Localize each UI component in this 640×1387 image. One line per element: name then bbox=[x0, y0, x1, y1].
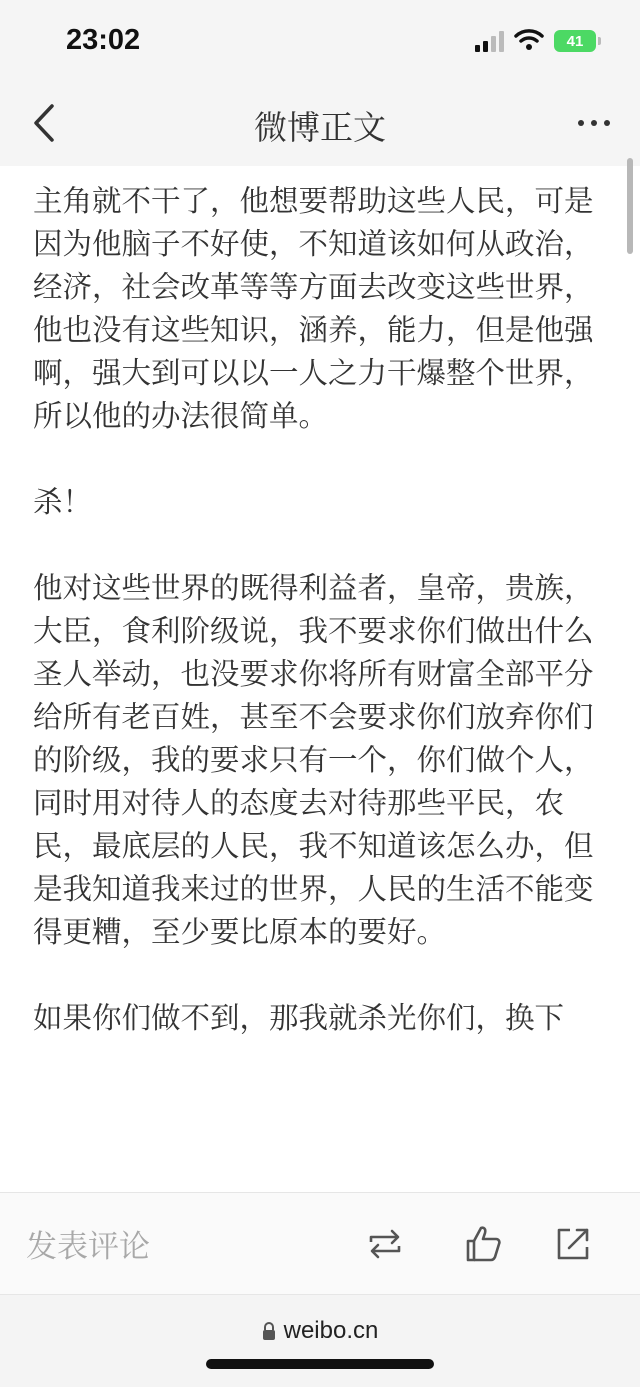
article-body bbox=[33, 180, 613, 1083]
wifi-icon bbox=[514, 28, 544, 54]
more-dots-icon bbox=[576, 118, 612, 128]
article-paragraph: 他对这些世界的既得利益者，皇帝，贵族，大臣，食利阶级说，我不要求你们做出什么圣人举动，也没要求你将所有财富全部平分给所有老百姓，甚至不会要求你们放弃你们的阶级，我的要求只有一个，你们做个人，同时用对待人的态度去对待那些平民，农民，最底层的人民，我不知道该怎么办，但是我知道我来过的世界，人民的生活不能变得更糟，至少要比原本的要好。 bbox=[33, 571, 594, 949]
more-button[interactable] bbox=[570, 98, 618, 148]
like-icon bbox=[463, 1224, 503, 1264]
page-title: 微博正文 bbox=[254, 108, 386, 147]
article-paragraph: 杀！ bbox=[33, 485, 93, 519]
comment-input[interactable]: 发表评论 bbox=[26, 1229, 150, 1265]
scrollbar[interactable] bbox=[627, 158, 633, 254]
article-paragraph: 如果你们做不到，那我就杀光你们，换下 bbox=[33, 1001, 565, 1035]
share-icon bbox=[555, 1226, 591, 1262]
article-paragraph: 主角就不干了，他想要帮助这些人民，可是因为他脑子不好使，不知道该如何从政治，经济，社会改革等等方面去改变这些世界，他也没有这些知识，涵养，能力，但是他强啊，强大到可以以一人之力干爆整个世界，所以他的办法很简单。 bbox=[33, 184, 594, 433]
battery-level: 41 bbox=[566, 32, 584, 50]
post-content[interactable] bbox=[0, 166, 640, 1192]
signal-icon bbox=[475, 30, 504, 52]
battery-icon bbox=[554, 30, 596, 52]
nav-bar bbox=[0, 80, 640, 167]
like-button[interactable] bbox=[458, 1219, 508, 1269]
repost-icon bbox=[365, 1228, 405, 1260]
repost-button[interactable] bbox=[360, 1219, 410, 1269]
status-icons bbox=[475, 28, 596, 54]
status-bar bbox=[0, 0, 640, 80]
bottom-toolbar bbox=[0, 1192, 640, 1295]
url-text: weibo.cn bbox=[283, 1317, 379, 1344]
browser-address-bar bbox=[0, 1294, 640, 1387]
lock-icon bbox=[262, 1321, 276, 1341]
share-button[interactable] bbox=[548, 1219, 598, 1269]
status-time: 23:02 bbox=[66, 24, 141, 56]
home-indicator[interactable] bbox=[206, 1359, 434, 1369]
url-display[interactable] bbox=[0, 1317, 640, 1345]
